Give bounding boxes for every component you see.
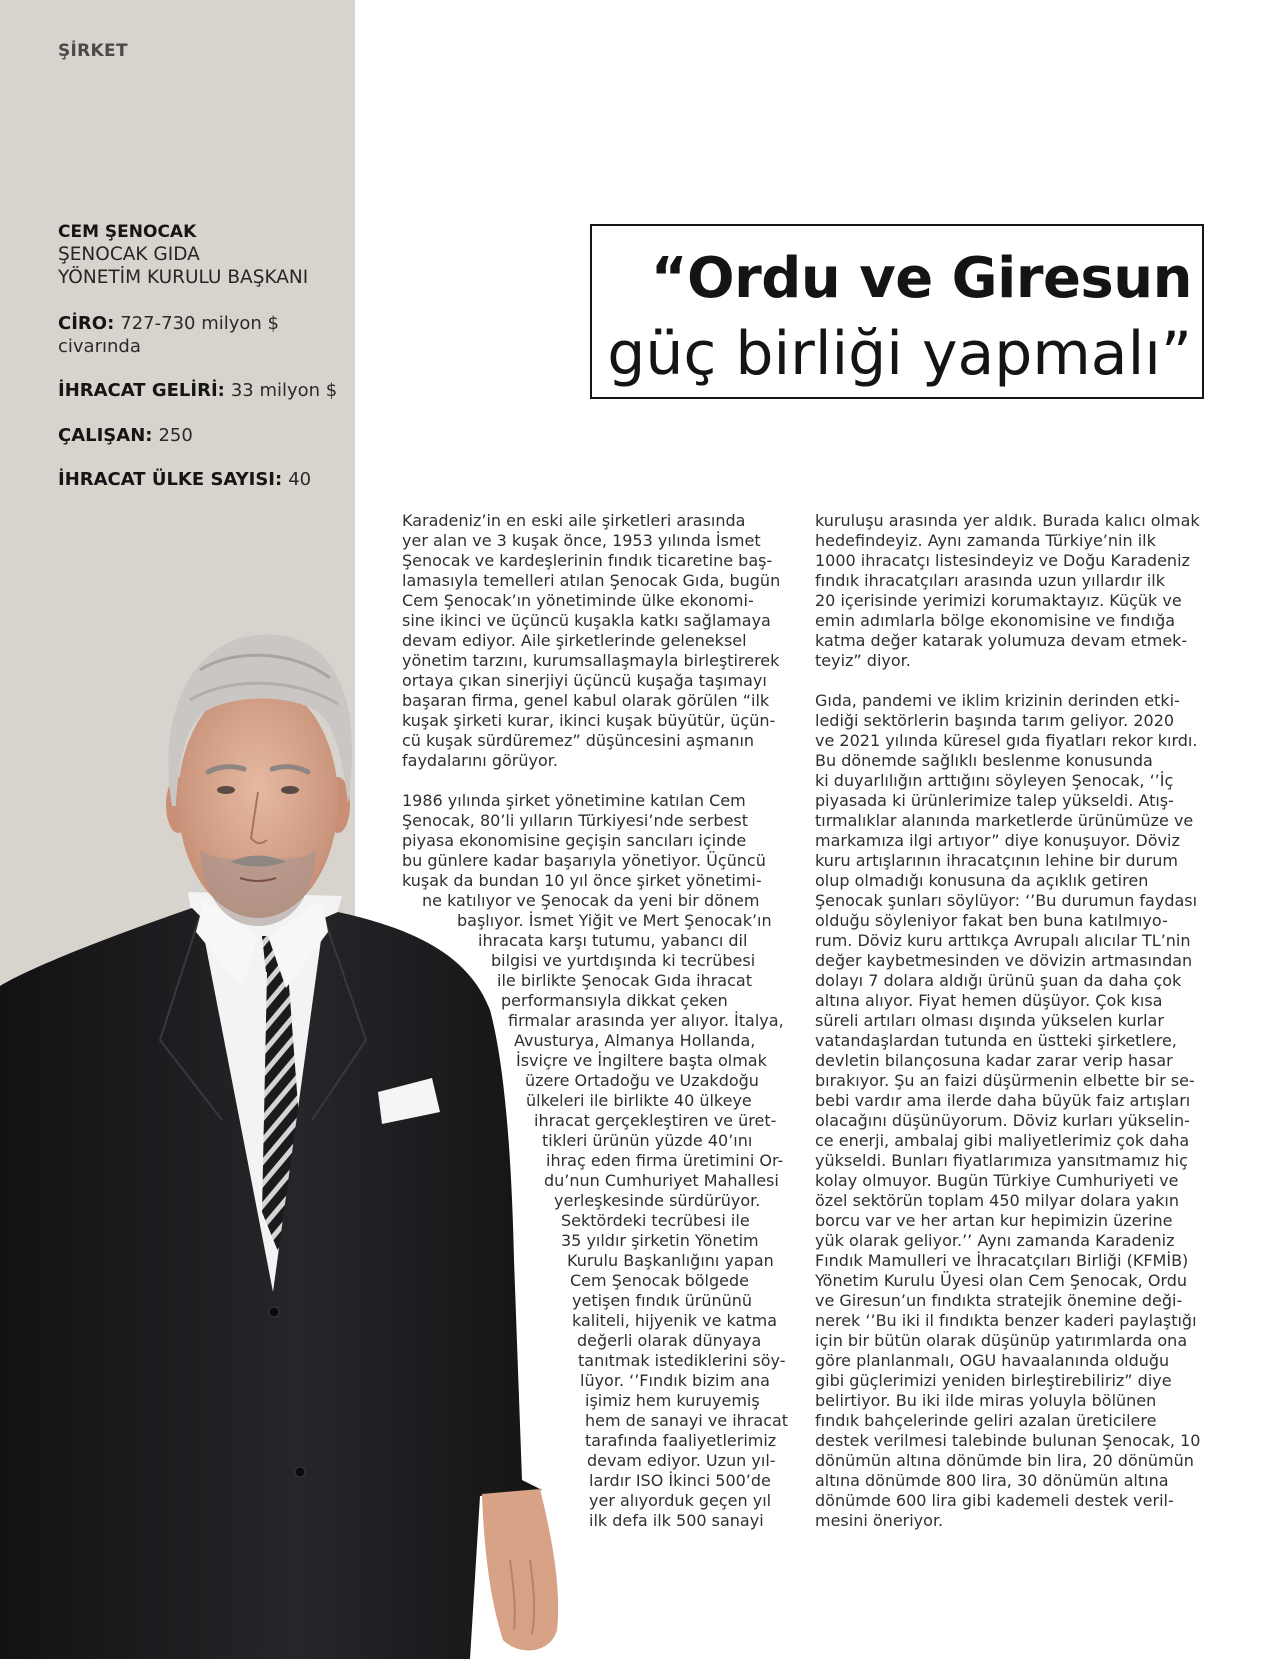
article-line: katma değer katarak yolumuza devam etmek- (815, 631, 1188, 650)
article-line: olduğu söyleniyor fakat ben buna katılmıyo- (815, 911, 1168, 930)
article-line: İsviçre ve İngiltere başta olmak (516, 1051, 767, 1070)
profile-position: YÖNETİM KURULU BAŞKANI (58, 267, 309, 288)
article-line: bebi vardır ama ilerde daha büyük faiz artışları (815, 1091, 1191, 1110)
article-line: lüyor. ‘’Fındık bizim ana (580, 1371, 770, 1390)
article-line: fındık ihracatçıları arasında uzun yıllardır ilk (815, 571, 1166, 590)
fact-value: 250 (158, 425, 193, 446)
article-line: yükseldi. Bunları fiyatlarımıza yansıtmamız hiç (815, 1151, 1188, 1170)
article-line: teyiz” diyor. (815, 651, 911, 670)
article-line: destek verilmesi talebinde bulunan Şenocak, 10 (815, 1431, 1201, 1450)
article-line: hedefindeyiz. Aynı zamanda Türkiye’nin ilk (815, 531, 1156, 550)
article-line: ihracat gerçekleştiren ve üret- (534, 1111, 777, 1130)
article-line: yerleşkesinde sürdürüyor. (554, 1191, 761, 1210)
profile-company: ŞENOCAK GIDA (58, 244, 200, 265)
article-line: kuşak şirketi kurar, ikinci kuşak büyütür, üçün- (402, 711, 776, 730)
article-line: ihraç eden firma üretimini Or- (546, 1151, 784, 1170)
article-line: tarafında faaliyetlerimiz (585, 1431, 777, 1450)
article-line: ilk defa ilk 500 sanayi (589, 1511, 764, 1530)
article-line: göre planlanmalı, OGU havaalanında olduğu (815, 1351, 1170, 1370)
article-line: devam ediyor. Uzun yıl- (587, 1451, 776, 1470)
article-line: kuru artışlarının ihracatçının lehine bir durum (815, 851, 1178, 870)
fact-value: 727-730 milyon $ (120, 313, 279, 334)
article-line: lardır ISO İkinci 500’de (589, 1471, 771, 1490)
article-line: yetişen fındık ürününü (572, 1291, 753, 1310)
fact-employees (58, 424, 193, 447)
article-line: Gıda, pandemi ve iklim krizinin derinden etki- (815, 691, 1180, 710)
article-line: özel sektörün toplam 450 milyar dolara yakın (815, 1191, 1179, 1210)
article-line: Avusturya, Almanya Hollanda, (514, 1031, 756, 1050)
article-line: kolay olmuyor. Bugün Türkiye Cumhuriyeti ve (815, 1171, 1179, 1190)
fact-value-continued: civarında (58, 336, 141, 357)
article-line: markamıza ilgi artıyor” diye konuşuyor. Döviz (815, 831, 1180, 850)
fact-value: 40 (288, 469, 312, 490)
article-line: değerli olarak dünyaya (577, 1331, 762, 1350)
article-line: tanıtmak istediklerini söy- (578, 1351, 786, 1370)
article-left-column (402, 511, 789, 1530)
article-line: performansıyla dikkat çeken (501, 991, 728, 1010)
article-line: kuşak da bundan 10 yıl önce şirket yönetimi- (402, 871, 762, 890)
article-line: belirtiyor. Bu iki ilde miras yoluyla bölünen (815, 1391, 1157, 1410)
article-line: ile birlikte Şenocak Gıda ihracat (497, 971, 752, 990)
article-line: Karadeniz’in en eski aile şirketleri arasında (402, 511, 746, 530)
fact-label: CİRO: (58, 313, 115, 334)
article-line: ve Giresun’un fındıkta stratejik önemine deği- (815, 1291, 1183, 1310)
profile-name: CEM ŞENOCAK (58, 222, 197, 242)
article-line: Cem Şenocak’ın yönetiminde ülke ekonomi- (402, 591, 754, 610)
article-line: 1000 ihracatçı listesindeyiz ve Doğu Karadeniz (815, 551, 1190, 570)
article-line: ki duyarlılığın arttığını söyleyen Şenocak, ‘’İç (815, 771, 1174, 790)
article-line: piyasada ki ürünlerimize talep yükseldi. Atış- (815, 791, 1174, 810)
article-line: lediği sektörlerin başında tarım geliyor. 2020 (815, 711, 1175, 730)
headline-line-1: “Ordu ve Giresun (650, 246, 1192, 311)
article-line: devletin bilançosuna kadar zarar verip hasar (815, 1051, 1173, 1070)
article-line: sine ikinci ve üçüncü kuşakla katkı sağlamaya (402, 611, 771, 630)
article-line: ne katılıyor ve Şenocak da yeni bir dönem (422, 891, 760, 910)
article-line: başlıyor. İsmet Yiğit ve Mert Şenocak’ın (457, 911, 772, 930)
article-right-column (815, 511, 1201, 1530)
article-line: işimiz hem kuruyemiş (585, 1391, 760, 1410)
article-line: firmalar arasında yer alıyor. İtalya, (508, 1011, 784, 1030)
article-line: borcu var ve her artan kur hepimizin üzerine (815, 1211, 1173, 1230)
article-line: yük olarak geliyor.’’ Aynı zamanda Karadeniz (815, 1231, 1175, 1250)
article-line: kuruluşu arasında yer aldık. Burada kalıcı olmak (815, 511, 1200, 530)
article-line: yer alan ve 3 kuşak önce, 1953 yılında İsmet (402, 531, 761, 550)
fact-label: İHRACAT GELİRİ: (58, 380, 225, 401)
article-line: faydalarını görüyor. (402, 751, 558, 770)
article-line: ve 2021 yılında küresel gıda fiyatları rekor kırdı. (815, 731, 1198, 750)
fact-export-countries (58, 468, 311, 491)
article-line: 35 yıldır şirketin Yönetim (561, 1231, 759, 1250)
article-line: ihracata karşı tutumu, yabancı dil (478, 931, 748, 950)
article-line: emin adımlarla bölge ekonomisine ve fındığa (815, 611, 1176, 630)
article-line: piyasa ekonomisine geçişin sancıları içinde (402, 831, 747, 850)
article-line: Kurulu Başkanlığını yapan (567, 1251, 774, 1270)
article-line: rum. Döviz kuru arttıkça Avrupalı alıcılar TL’nin (815, 931, 1191, 950)
article-line: altına dönümde 800 lira, 30 dönümün altına (815, 1471, 1169, 1490)
article-line: ülkeleri ile birlikte 40 ülkeye (526, 1091, 752, 1110)
article-line: kaliteli, hijyenik ve katma (572, 1311, 777, 1330)
headline-box (590, 224, 1204, 399)
fact-value: 33 milyon $ (230, 380, 338, 401)
article-line: Cem Şenocak bölgede (570, 1271, 749, 1290)
article-line: ortaya çıkan sinerjiyi üçüncü kuşağa taşımayı (402, 671, 767, 690)
article-line: yer alıyorduk geçen yıl (589, 1491, 772, 1510)
portrait-hand (482, 1489, 558, 1650)
fact-revenue (58, 312, 279, 358)
article-line: gibi güçlerimizi yeniden birleştirebiliriz” diye (815, 1371, 1172, 1390)
article-line: bilgisi ve yurtdışında ki tecrübesi (491, 951, 756, 970)
article-line: cü kuşak sürdüremez” düşüncesini aşmanın (402, 731, 755, 750)
article-line: Bu dönemde sağlıklı beslenme konusunda (815, 751, 1153, 770)
article-line: altına alıyor. Fiyat hemen düşüyor. Çok kısa (815, 991, 1163, 1010)
article-line: başaran firma, genel kabul olarak görülen “ilk (402, 691, 770, 710)
article-line: vatandaşlardan tutunda en üstteki şirketlere, (815, 1031, 1177, 1050)
article-line: üzere Ortadoğu ve Uzakdoğu (525, 1071, 759, 1090)
article-line: yönetim tarzını, kurumsallaşmayla birleştirerek (402, 651, 780, 670)
article-line: dönümde 600 lira gibi kademeli destek veril- (815, 1491, 1174, 1510)
article-line: fındık bahçelerinde geliri azalan üreticilere (815, 1411, 1157, 1430)
article-line: dolayı 7 dolara aldığı ürünü şuan da daha çok (815, 971, 1182, 990)
article-line: Şenocak şunları söylüyor: ‘’Bu durumun faydası (815, 891, 1198, 910)
article-line: Sektördeki tecrübesi ile (561, 1211, 750, 1230)
article-line: Şenocak, 80’li yılların Türkiyesi’nde serbest (402, 811, 749, 830)
article-line: du’nun Cumhuriyet Mahallesi (544, 1171, 779, 1190)
fact-label: İHRACAT ÜLKE SAYISI: (58, 469, 283, 490)
article-line: değer kaybetmesinden ve dövizin artmasından (815, 951, 1193, 970)
article-line: 20 içerisinde yerimizi korumaktayız. Küçük ve (815, 591, 1182, 610)
article-line: bırakıyor. Şu an faizi düşürmenin elbette bir se- (815, 1071, 1195, 1090)
article-line: süreli artıları olması dışında yükselen kurlar (815, 1011, 1164, 1030)
article-line: olup olmadığı konusuna da açıklık getiren (815, 871, 1149, 890)
article-line: ce enerji, ambalaj gibi maliyetlerimiz çok daha (815, 1131, 1190, 1150)
article-line: Şenocak ve kardeşlerinin fındık ticaretine baş- (402, 551, 773, 570)
article-line: lamasıyla temelleri atılan Şenocak Gıda, bugün (402, 571, 781, 590)
article-line: mesini öneriyor. (815, 1511, 944, 1530)
fact-export-income (58, 379, 337, 402)
article-line: olacağını düşünüyorum. Döviz kurları yükselin- (815, 1111, 1190, 1130)
article-line: Yönetim Kurulu Üyesi olan Cem Şenocak, Ordu (815, 1271, 1188, 1290)
article-line: Fındık Mamulleri ve İhracatçıları Birliği (KFMİB) (815, 1251, 1189, 1270)
article-line: tikleri ürünün yüzde 40’ını (542, 1131, 753, 1150)
article-line: için bir bütün olarak düşünüp yatırımlarda ona (815, 1331, 1188, 1350)
fact-label: ÇALIŞAN: (58, 425, 153, 446)
section-label: ŞİRKET (58, 41, 128, 61)
headline-line-2: güç birliği yapmalı” (607, 319, 1192, 389)
article-line: 1986 yılında şirket yönetimine katılan Cem (402, 791, 746, 810)
article-line: dönümün altına dönümde bin lira, 20 dönümün (815, 1451, 1194, 1470)
article-line: nerek ‘’Bu iki il fındıkta benzer kaderi paylaştığı (815, 1311, 1197, 1330)
article-line: devam ediyor. Aile şirketlerinde geleneksel (402, 631, 747, 650)
article-line: tırmalıklar alanında marketlerde ürünümüze ve (815, 811, 1194, 830)
article-line: hem de sanayi ve ihracat (585, 1411, 789, 1430)
article-line: bu günlere kadar başarıyla yönetiyor. Üçüncü (402, 851, 766, 870)
